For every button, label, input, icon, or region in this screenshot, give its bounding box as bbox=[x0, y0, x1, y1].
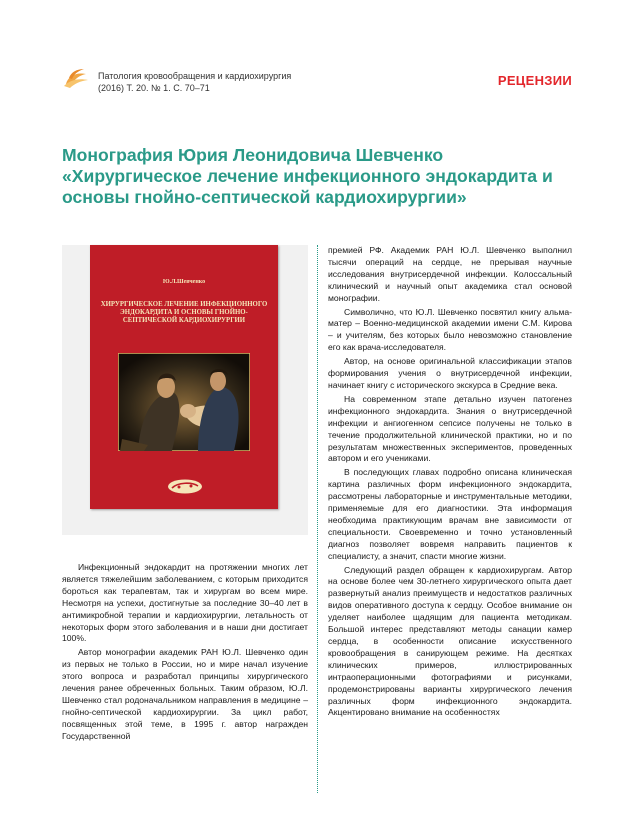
journal-info bbox=[98, 70, 291, 94]
book-author: Ю.Л.Шевченко bbox=[162, 279, 206, 285]
paragraph: Инфекционный эндокардит на протяжении многих лет является тяжелейшим заболеванием, с которым приходится бороться как терапевтам, так и хирургам во всем мире. Несмотря на успехи, достигнутые за последние 30–40 лет в антимикробной терапии и кардиохирургии, летальность от некоторых форм этого заболевания и в наши дни достигает 100%. bbox=[62, 562, 308, 644]
left-column bbox=[62, 562, 308, 745]
book-cover-figure bbox=[62, 245, 308, 535]
book-cover bbox=[90, 245, 278, 509]
paragraph: В последующих главах подробно описана клиническая картина различных форм инфекционного эндокардита, рассмотрены лабораторные и инструментальные методики, применяемые для его диагностики. Эта информация необходима практикующим врачам вне зависимости от специальности. Своевременно и точно установленный диагноз позволяет вовремя направить пациентов к специалисту, а значит, спасти многие жизни. bbox=[328, 467, 572, 561]
right-column bbox=[328, 245, 572, 721]
book-title: ХИРУРГИЧЕСКОЕ ЛЕЧЕНИЕ ИНФЕКЦИОННОГО ЭНДОКАРДИТА И ОСНОВЫ ГНОЙНО-СЕПТИЧЕСКОЙ КАРДИОХИРУРГИИ bbox=[100, 301, 268, 325]
paragraph: На современном этапе детально изучен патогенез инфекционного эндокардита. Знания о внутрисердечной инфекции и ангиогенном сепсисе получены не только в течение продолжительной клинической практики, но и по результатам множественных экспериментов, проведенных автором и его учениками. bbox=[328, 393, 572, 464]
journal-citation: (2016) Т. 20. № 1. С. 70–71 bbox=[98, 83, 210, 93]
column-divider bbox=[317, 245, 318, 793]
section-label: РЕЦЕНЗИИ bbox=[497, 73, 572, 88]
publisher-logo-icon bbox=[166, 478, 204, 495]
paragraph: премией РФ. Академик РАН Ю.Л. Шевченко выполнил тысячи операций на сердце, не прерывая научные исследования внутрисердечной инфекции. Колоссальный клинический и научный опыт академика стал основой монографии. bbox=[328, 245, 572, 303]
paragraph: Следующий раздел обращен к кардиохирургам. Автор на основе более чем 30-летнего хирургического опыта дает развернутый анализ преимуществ и недостатков различных видов оперативного доступа к сердцу. Особое внимание он уделяет наиболее щадящим для пациента методикам. Большой интерес представляют методы санации камер сердца, в особенности описание искусственного кровообращения в санирующем режиме. На десятках клинических примеров, иллюстрированных интраоперационными фотографиями и рисунками, продемонстрированы варианты хирургического лечения различных форм инфекционного эндокардита. Акцентировано внимание на особенностях bbox=[328, 564, 572, 718]
journal-logo-icon bbox=[62, 66, 90, 90]
cover-painting-image bbox=[118, 353, 250, 451]
article-title: Монография Юрия Леонидовича Шевченко «Хирургическое лечение инфекционного эндокардита и основы гнойно-септической кардиохирургии» bbox=[62, 145, 553, 207]
journal-name: Патология кровообращения и кардиохирургия bbox=[98, 71, 292, 81]
paragraph: Автор, на основе оригинальной классификации этапов формирования учения о внутрисердечной инфекции, начинает книгу с исторического экскурса в Средние века. bbox=[328, 356, 572, 390]
paragraph: Автор монографии академик РАН Ю.Л. Шевченко один из первых не только в России, но и мире начал изучение этого вопроса и разработал принципы хирургического лечения ранее обреченных больных. Таким образом, Ю.Л. Шевченко стал родоначальником направления в медицине – гнойно-септической кардиохирургии. За цикл работ, посвященных этой теме, в 1995 г. автор награжден Государственной bbox=[62, 647, 308, 741]
page-header bbox=[62, 64, 572, 104]
paragraph: Символично, что Ю.Л. Шевченко посвятил книгу альма-матер – Военно-медицинской академии имени С.М. Кирова – и учителям, без которых было невозможно становление его как врача-исследователя. bbox=[328, 306, 572, 353]
